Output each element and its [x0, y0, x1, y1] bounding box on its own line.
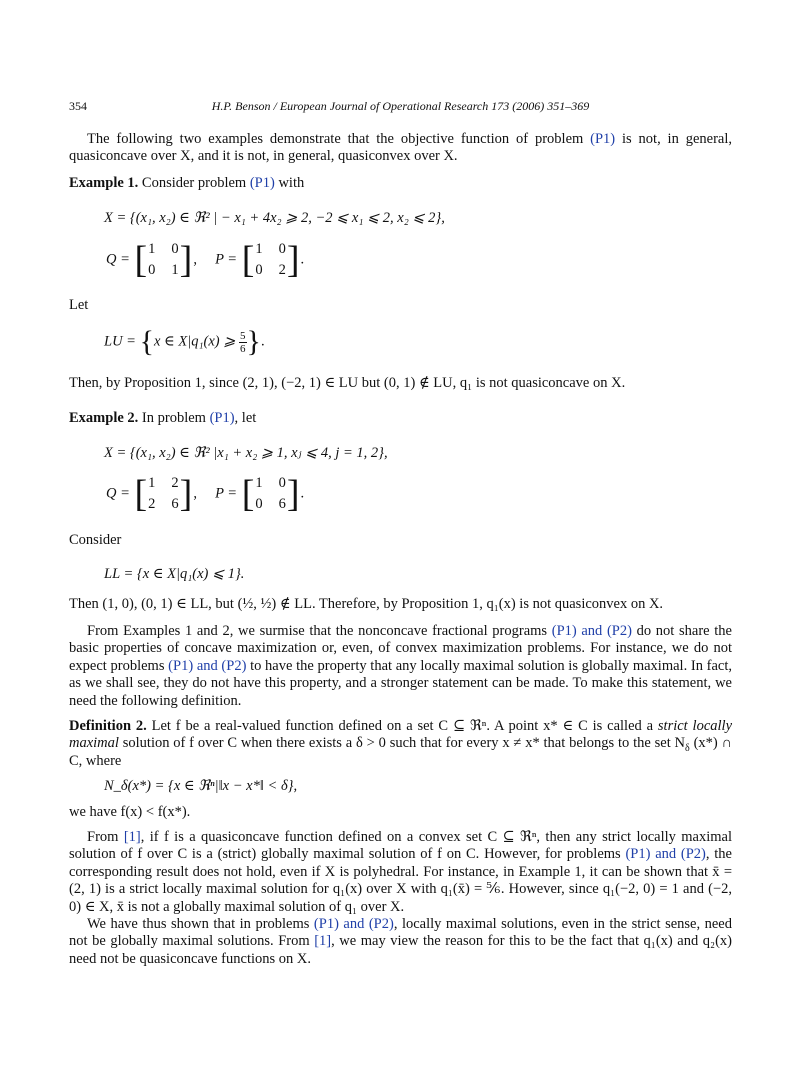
matrix-cell: 2 [171, 475, 179, 491]
intro-paragraph [69, 131, 732, 166]
text: with [274, 175, 305, 191]
paragraph-from-ref1 [69, 829, 732, 916]
fraction [239, 330, 247, 355]
paragraph-conclusion [69, 916, 732, 968]
paragraph-surmise [69, 623, 732, 710]
running-head: H.P. Benson / European Journal of Operational Research 173 (2006) 351–369 [211, 99, 590, 113]
example-label: Example 1. [69, 175, 139, 191]
then-1-text: Then, by Proposition 1, since (2, 1), (−2, 1) ∈ LU but (0, 1) ∉ LU, q₁ is not quasiconcave on X. [69, 375, 626, 391]
page-number: 354 [69, 99, 87, 113]
ref-link-p1[interactable]: (P1) [590, 131, 616, 147]
Q-symbol: Q = [106, 485, 134, 502]
text: solution of f over C when there exists a δ > 0 such that for every x ≠ x* that belongs to the set N [118, 735, 686, 752]
matrix-cell: 6 [171, 496, 179, 512]
matrix-cell: 0 [255, 262, 263, 278]
matrix-cell: 1 [148, 475, 156, 491]
ref-link-p1[interactable]: (P1) [249, 175, 275, 191]
text: , the corresponding result does not hold, even if X is polyhedral. For instance, in Example 1, it can be shown that x̄ = (2, 1) is a strict locally maximal solution for q₁(x) over X with q₁(x̄) = ⅚. However, since q₁(−2, 0) = 1 and (−2, 0) ∈ X, x̄ is not a globally maximal solution of q₁ over X. [69, 846, 732, 915]
text: We have thus shown that in problems [87, 916, 314, 932]
text: to have the property that any locally maximal solution is globally maximal. In fact, as we shall see, they do not have this property, and a stronger statement can be made. To make this statement, we need the following definition. [69, 657, 732, 709]
text: In problem [141, 410, 210, 426]
ref-link-p1-p2[interactable]: (P1) and (P2) [168, 657, 247, 674]
text: From Examples 1 and 2, we surmise that the nonconcave fractional programs [87, 623, 552, 639]
matrix-cell: 2 [148, 496, 156, 512]
equation-N-delta: N_δ(x*) = {x ∈ ℜⁿ|‖x − x*‖ < δ}, [104, 778, 298, 794]
citation-link-1[interactable]: [1] [123, 829, 141, 845]
matrix-P: [ 1 0 0 2 ] [241, 239, 300, 281]
P-symbol: P = [215, 485, 241, 502]
matrix-P: [ 1 0 0 6 ] [241, 473, 300, 515]
equation-ex2-X: X = {(x₁, x₂) ∈ ℜ² |x₁ + x₂ ⩾ 1, xⱼ ⩽ 4, j = 1, 2}, [104, 445, 388, 461]
emphasis: strict locally maximal [69, 718, 733, 752]
equation-ex2-QP: Q = [ 1 2 2 6 ] , P = [ 1 0 0 6 ] . [106, 473, 305, 515]
text: The following two examples demonstrate that the objective function of problem [87, 131, 591, 147]
ref-link-p1-p2[interactable]: (P1) and (P2) [313, 916, 394, 932]
text: , if f is a quasiconcave function defined on a convex set C ⊆ ℜⁿ, then any strict locally maximal solution of f over C is a (strict) globally maximal solution of f on C. However, for problems [69, 829, 733, 863]
P-symbol: P = [215, 251, 241, 268]
matrix-cell: 1 [171, 262, 179, 278]
text: Let f be a real-valued function defined on a set C ⊆ ℜⁿ. A point x* ∈ C is called a [151, 718, 658, 734]
equation-ex1-X: X = {(x₁, x₂) ∈ ℜ² | − x₁ + 4x₂ ⩾ 2, −2 ⩽ x₁ ⩽ 2, x₂ ⩽ 2}, [104, 210, 445, 226]
LU-lhs: LU = [104, 333, 140, 350]
example-2-heading [69, 410, 732, 427]
text: (x*) ∩ C, where [69, 735, 733, 769]
ref-link-p1-p2[interactable]: (P1) and (P2) [551, 623, 632, 639]
text: Consider problem [141, 175, 250, 191]
text: , locally maximal solutions, even in the strict sense, need not be globally maximal solutions. From [69, 916, 732, 950]
example-label: Example 2. [69, 410, 139, 426]
matrix-cell: 0 [278, 241, 286, 257]
equation-ex1-QP: Q = [ 1 0 0 1 ] , P = [ 1 0 0 2 ] . [106, 239, 305, 281]
definition-2: Definition 2. Let f be a real-valued function defined on a set C ⊆ ℜⁿ. A point x* ∈ C is called a strict locally maximal solution of f over C when there exists a δ > 0 such that for every x ≠ x* that belongs to the set $N_\delta$ (x*) ∩ C, where [69, 718, 733, 769]
matrix-cell: 1 [255, 241, 263, 257]
equation-LU: LU = {x ∈ X|q₁(x) ⩾ $\frac{5}{6}$ }. [104, 325, 265, 358]
numerator: 5 [240, 329, 246, 342]
matrix-cell: 1 [148, 241, 156, 257]
matrix-Q: [ 1 2 2 6 ] [134, 473, 193, 515]
text: do not share the basic properties of concave maximization or, even, of convex maximization problems. For instance, we do not expect problems [69, 623, 732, 674]
consider-text: Consider [69, 532, 122, 548]
we-have-text: we have f(x) < f(x*). [69, 804, 191, 820]
text: From [87, 829, 124, 845]
ref-link-p1-p2[interactable]: (P1) and (P2) [625, 846, 706, 863]
definition-label: Definition 2. [69, 718, 147, 734]
matrix-cell: 0 [278, 475, 286, 491]
example-1-heading [69, 175, 732, 192]
matrix-cell: 0 [148, 262, 156, 278]
text: , let [234, 410, 257, 426]
matrix-Q: [ 1 0 0 1 ] [134, 239, 193, 281]
citation-link-1[interactable]: [1] [314, 933, 332, 950]
let-text: Let [69, 297, 89, 313]
then-2-text: Then (1, 0), (0, 1) ∈ LL, but (½, ½) ∉ LL. Therefore, by Proposition 1, q₁(x) is not quasiconvex on X. [69, 596, 664, 612]
ref-link-p1[interactable]: (P1) [209, 410, 235, 426]
matrix-cell: 0 [171, 241, 179, 257]
matrix-cell: 0 [255, 496, 263, 512]
text: , we may view the reason for this to be the fact that q₁(x) and q₂(x) need not be quasiconcave functions on X. [69, 933, 733, 967]
matrix-cell: 1 [255, 475, 263, 491]
text: is not, in general, quasiconcave over X, and it is not, in general, quasiconvex over X. [69, 131, 732, 165]
matrix-cell: 2 [278, 262, 286, 278]
LU-body: x ∈ X|q₁(x) ⩾ [153, 333, 240, 350]
equation-LL: LL = {x ∈ X|q₁(x) ⩽ 1}. [104, 566, 245, 582]
denominator: 6 [240, 342, 246, 355]
Q-symbol: Q = [106, 251, 134, 268]
matrix-cell: 6 [278, 496, 286, 512]
